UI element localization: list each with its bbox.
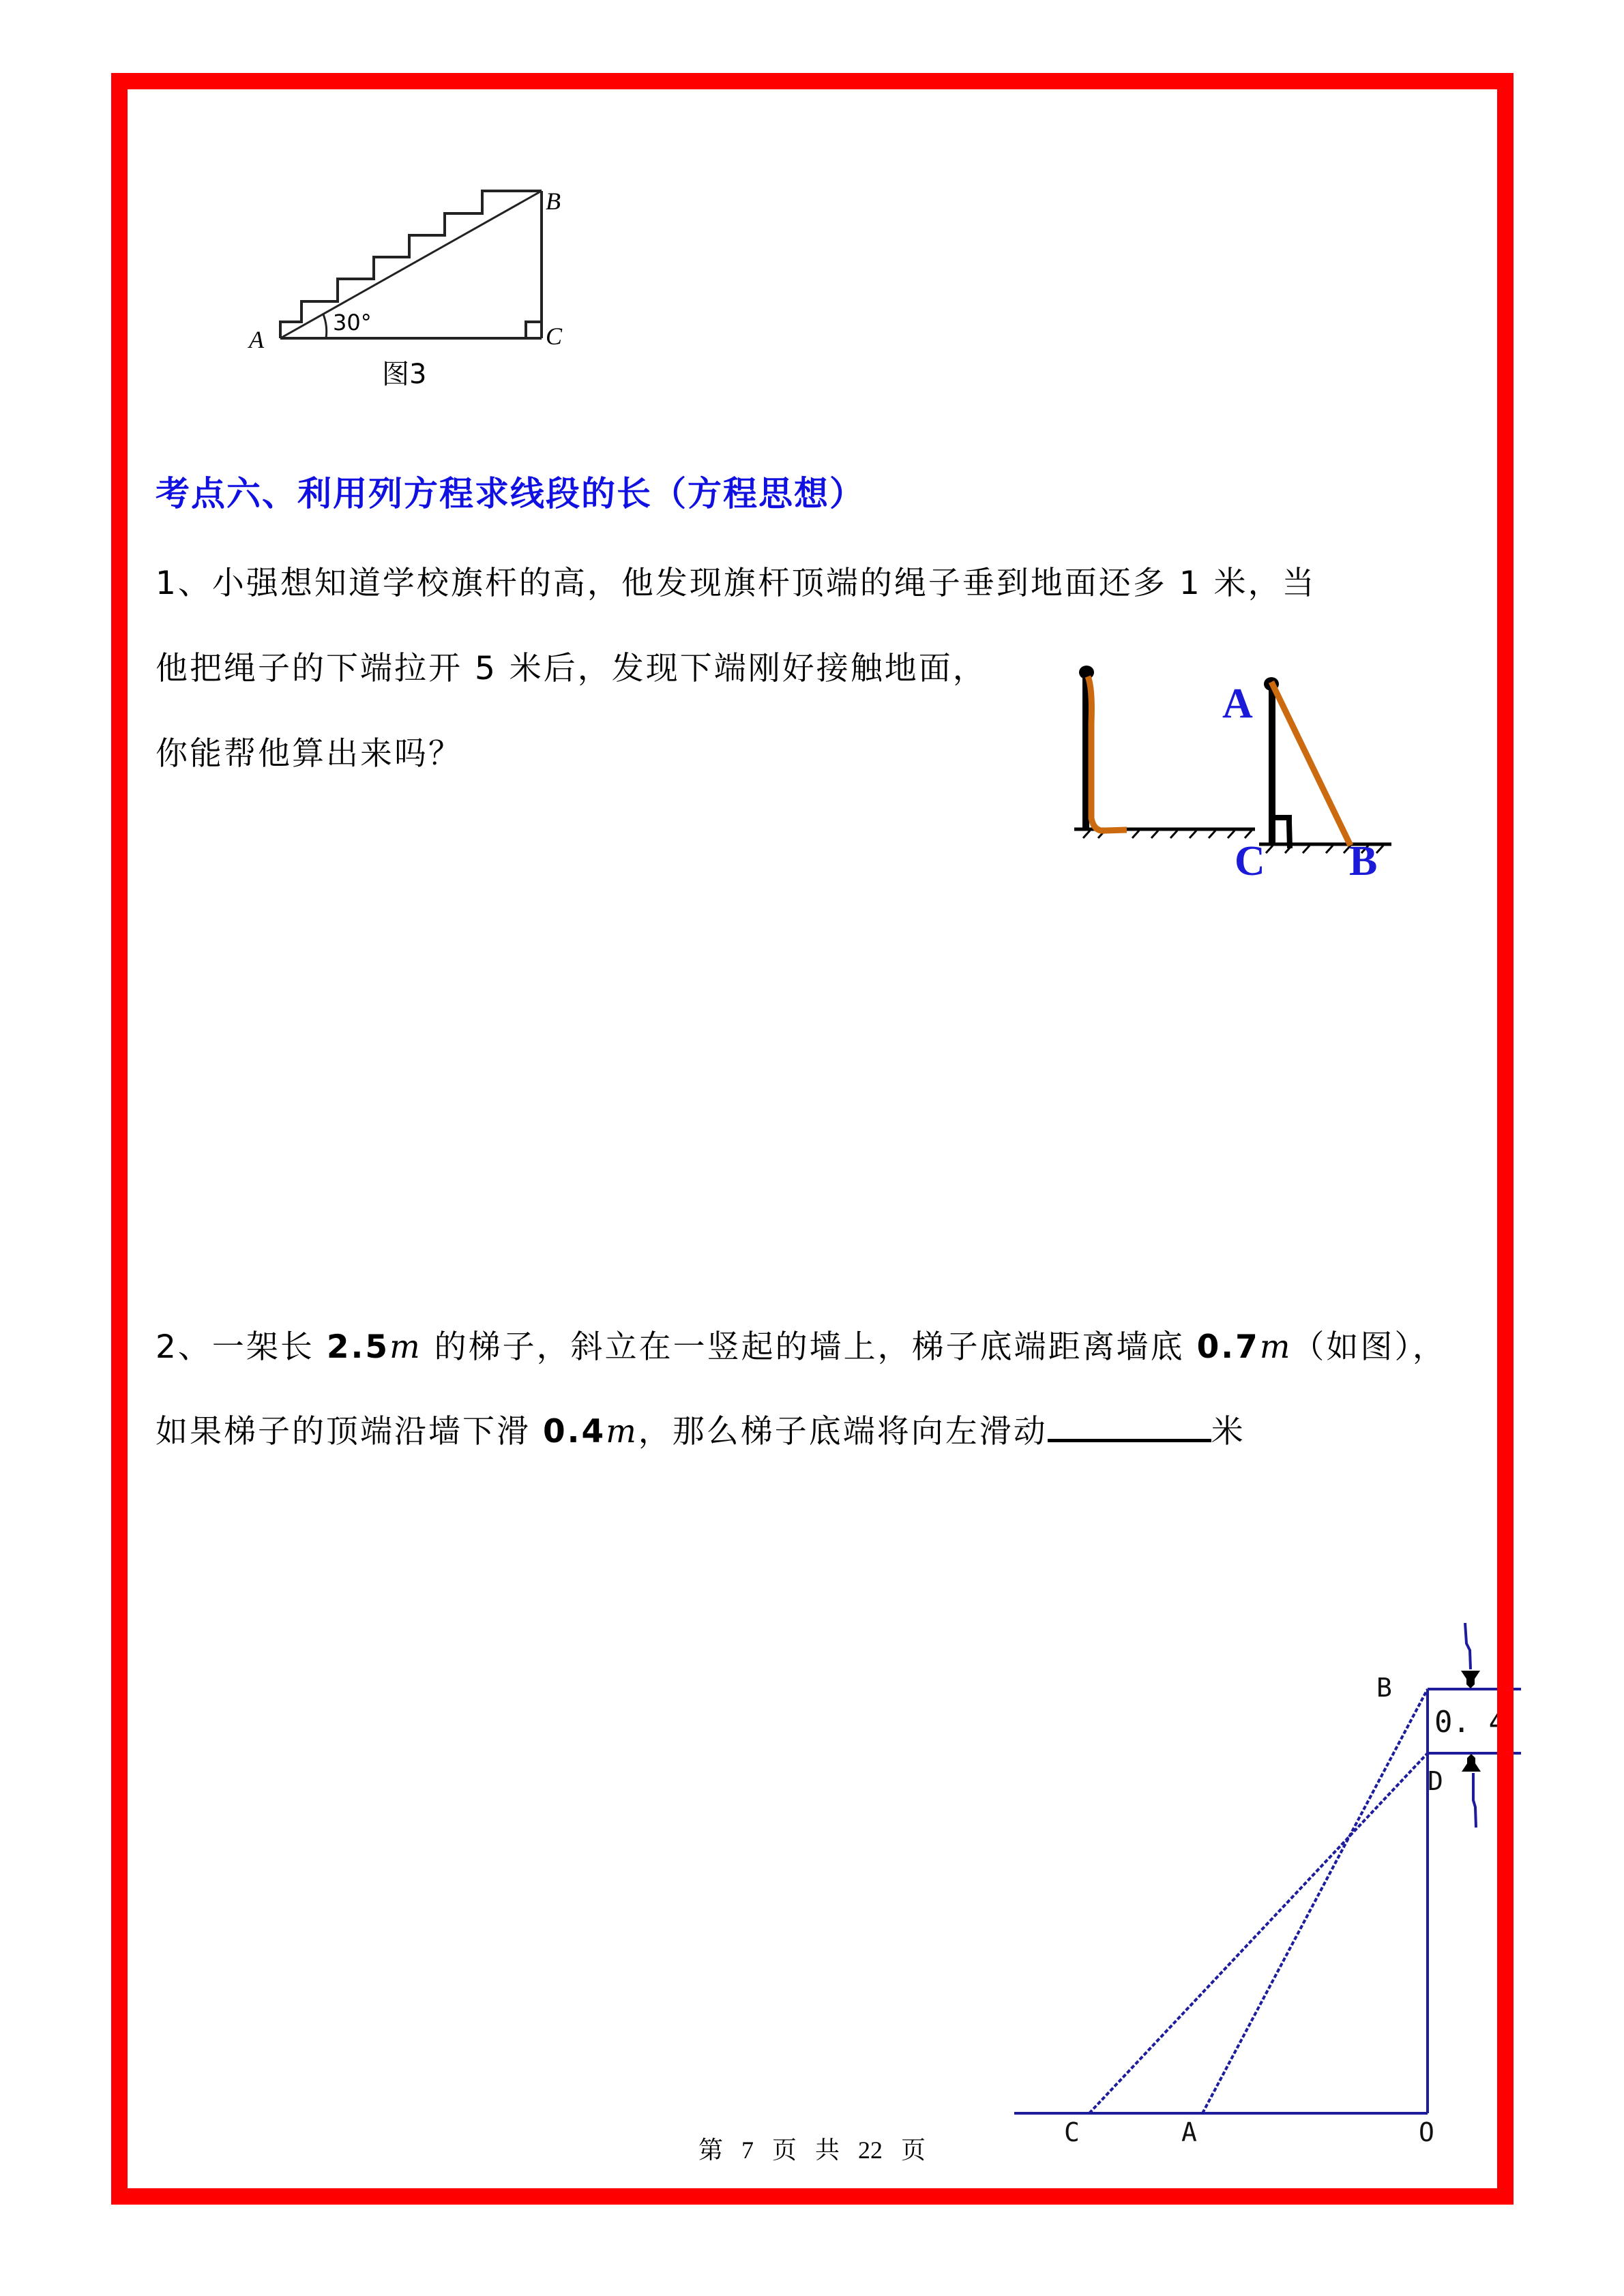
slide-distance-value: 0.4 [542, 1413, 606, 1450]
base-distance-value: 0.7 [1196, 1328, 1260, 1366]
section-title: 考点六、利用列方程求线段的长（方程思想） [156, 474, 865, 513]
problem1-line3: 你能帮他算出来吗？ [156, 735, 462, 773]
problem2-line1-mid: 的梯子，斜立在一竖起的墙上，梯子底端距离墙底 [422, 1328, 1197, 1366]
ladder-label-d: D [1428, 1766, 1443, 1796]
problem2-line2-suffix: 米 [1211, 1413, 1245, 1450]
ladder-label-b: B [1376, 1673, 1392, 1703]
flagpole-label-b: B [1349, 838, 1378, 884]
unit-m: m [606, 1413, 638, 1450]
ladder-label-c: C [1064, 2117, 1080, 2147]
unit-m: m [389, 1328, 422, 1366]
unit-m: m [1259, 1328, 1293, 1366]
problem1-line1: 1、小强想知道学校旗杆的高，他发现旗杆顶端的绳子垂到地面还多 1 米，当 [156, 565, 1316, 602]
figure3-caption: 图3 [382, 359, 427, 390]
ladder-label-o: O [1419, 2117, 1434, 2147]
ladder-length-value: 2.5 [326, 1328, 390, 1366]
ladder-box-value: 0. 4 [1434, 1705, 1507, 1740]
page-footer: 第 7 页 共 22 页 [698, 2136, 926, 2164]
problem2-line1-suffix: （如图）， [1292, 1328, 1447, 1366]
flagpole-label-a: A [1222, 681, 1253, 727]
figure3-label-c: C [546, 323, 563, 350]
problem2-line2-mid: ，那么梯子底端将向左滑动 [638, 1413, 1048, 1450]
page-border-overlay [111, 73, 1514, 2205]
ladder-label-a: A [1181, 2117, 1197, 2147]
problem2-line1-prefix: 2、一架长 [156, 1328, 327, 1366]
problem1-line2: 他把绳子的下端拉开 5 米后，发现下端刚好接触地面， [156, 650, 987, 687]
figure3-label-a: A [249, 326, 264, 353]
figure3-label-b: B [546, 188, 561, 215]
problem2-line2-prefix: 如果梯子的顶端沿墙下滑 [156, 1413, 543, 1450]
figure3-angle-label: 30° [333, 310, 372, 336]
flagpole-label-c: C [1235, 838, 1265, 884]
